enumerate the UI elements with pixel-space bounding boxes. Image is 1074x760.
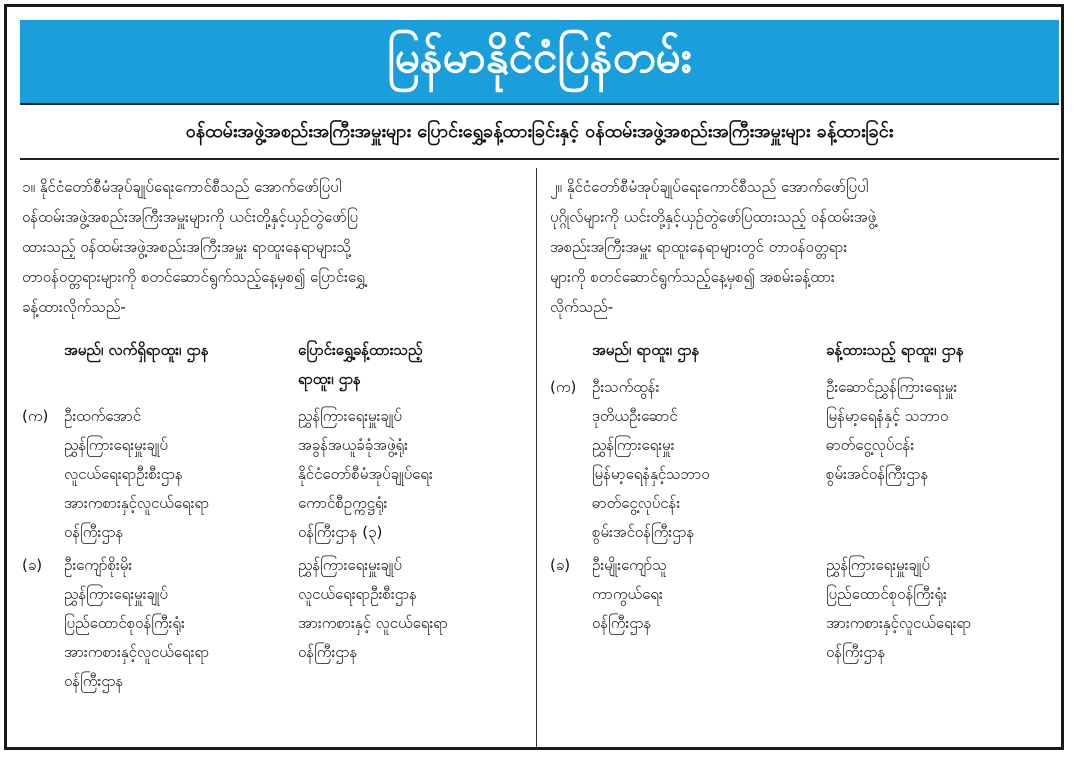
paragraph-text: နိုင်ငံတော်စီမံအုပ်ချုပ်ရေးကောင်စီသည် အောက်ဖော်ပြပါ	[566, 178, 869, 196]
entry-name-block	[592, 551, 826, 667]
entry-line: ညွှန်ကြားရေးမှူးချုပ်	[64, 436, 168, 454]
entry-line: ကာကွယ်ရေး	[592, 585, 663, 603]
entry-marker: (က)	[22, 407, 49, 425]
entry-line: စွမ်းအင်ဝန်ကြီးဌာန	[592, 523, 695, 541]
entry-line: ဝန်ကြီးဌာန (၃)	[298, 523, 383, 541]
entry-line: ဝန်ကြီးဌာန	[64, 672, 124, 690]
appointment-entry	[550, 551, 1058, 667]
paragraph-line: တာဝန်ဝတ္တရားများကို စတင်ဆောင်ရွက်သည့်နေ့မှစ၍ ပြောင်းရွှေ့	[22, 268, 365, 286]
gazette-banner	[20, 20, 1059, 103]
column-divider	[536, 168, 537, 748]
entry-line: ညွှန်ကြားရေးမှူးချုပ်	[298, 556, 402, 574]
header-name: အမည်၊ ရာထူး၊ ဌာန	[592, 341, 700, 359]
header-name: အမည်၊ လက်ရှိရာထူး၊ ဌာန	[64, 341, 209, 359]
left-column	[22, 172, 530, 700]
entry-line: အခွန်အယူခံခုံအဖွဲ့ရုံး	[298, 436, 408, 454]
entry-line: ဓာတ်ငွေ့လုပ်ငန်း	[826, 436, 915, 454]
entry-target-block	[826, 551, 1058, 667]
entry-line: ညွှန်ကြားရေးမှူးချုပ်	[298, 407, 402, 425]
paragraph-line: များကို စတင်ဆောင်ရွက်သည့်နေ့မှစ၍ အစမ်းခန့်ထား	[550, 268, 835, 286]
table-header	[550, 336, 1058, 365]
banner-title: မြန်မာနိုင်ငံပြန်တမ်း	[387, 31, 692, 83]
paragraph-line: ဝန်ထမ်းအဖွဲ့အစည်းအကြီးအမှူးများကို ယင်းတို့နှင့်ယှဉ်တွဲဖော်ပြ	[22, 208, 359, 226]
entry-line: ဦးမျိုးကျော်သူ	[592, 556, 667, 574]
entry-line: အားကစားနှင့်လူငယ်ရေးရာ	[64, 643, 210, 661]
entry-line: ဝန်ကြီးဌာန	[64, 523, 124, 541]
entry-line: ဦးထက်အောင်	[64, 407, 142, 425]
header-target	[826, 336, 1058, 365]
entry-line: ဝန်ကြီးဌာန	[592, 614, 652, 632]
appointment-entry	[22, 551, 530, 696]
entry-line: ဦးသက်ထွန်း	[592, 378, 660, 396]
subtitle-rule	[20, 158, 1059, 160]
entry-line: ဦးကျော်စိုးမိုး	[64, 556, 133, 574]
appointment-entry	[550, 373, 1058, 547]
header-target-line: ခန့်ထားသည့် ရာထူး၊ ဌာန	[826, 341, 964, 359]
right-column	[550, 172, 1058, 671]
header-target-line: ပြောင်းရွှေ့ခန့်ထားသည့်	[298, 341, 423, 359]
table-header	[22, 336, 530, 394]
banner-rule	[20, 103, 1059, 105]
paragraph-number: ၁။	[22, 178, 35, 196]
entry-line: ဝန်ကြီးဌာန	[826, 643, 886, 661]
transfer-paragraph	[22, 172, 530, 322]
entry-line: အားကစားနှင့် လူငယ်ရေးရာ	[298, 614, 448, 632]
paragraph-line	[550, 172, 1058, 202]
entry-line: လူငယ်ရေးရာဦးစီးဌာန	[298, 585, 417, 603]
entry-line: မြန်မာ့ရေနံနှင့်သဘာဝ	[592, 465, 710, 483]
entry-line: ဒုတိယဦးဆောင်	[592, 407, 678, 425]
announcement-subtitle: ဝန်ထမ်းအဖွဲ့အစည်းအကြီးအမှူးများ ပြောင်းရွှေ့ခန့်ထားခြင်းနှင့် ဝန်ထမ်းအဖွဲ့အစည်းအကြီးအမှူးများ ခန့်ထားခြင်း	[185, 120, 894, 142]
appointment-paragraph	[550, 172, 1058, 322]
entry-line: ကောင်စီဥက္ကဋ္ဌရုံး	[298, 494, 388, 512]
entry-line: မြန်မာ့ရေနံနှင့် သဘာဝ	[826, 407, 949, 425]
entry-target-block	[298, 551, 530, 696]
entry-target-block	[826, 373, 1058, 547]
paragraph-line	[22, 172, 530, 202]
paragraph-line: ပုဂ္ဂိုလ်များကို ယင်းတို့နှင့်ယှဉ်တွဲဖော်ပြထားသည့် ဝန်ထမ်းအဖွဲ့	[550, 208, 877, 226]
entry-line: ဓာတ်ငွေ့လုပ်ငန်း	[592, 494, 681, 512]
header-target-line: ရာထူး၊ ဌာန	[298, 370, 361, 388]
paragraph-line: အစည်းအကြီးအမှူး ရာထူးနေရာများတွင် တာဝန်ဝတ္တရား	[550, 238, 848, 256]
entry-marker: (က)	[550, 378, 577, 396]
entry-line: ပြည်ထောင်စုဝန်ကြီးရုံး	[64, 614, 185, 632]
entry-marker: (ခ)	[550, 556, 571, 574]
appointment-entry	[22, 402, 530, 547]
entry-line: နိုင်ငံတော်စီမံအုပ်ချုပ်ရေး	[298, 465, 433, 483]
entry-line: ညွှန်ကြားရေးမှူး	[592, 436, 675, 454]
entry-line: စွမ်းအင်ဝန်ကြီးဌာန	[826, 465, 929, 483]
entry-line: အားကစားနှင့်လူငယ်ရေးရာ	[826, 614, 972, 632]
entry-name-block	[64, 551, 298, 696]
entry-marker: (ခ)	[22, 556, 43, 574]
entry-line: ဦးဆောင်ညွှန်ကြားရေးမှူး	[826, 378, 958, 396]
entry-name-block	[64, 402, 298, 547]
entry-line: ညွှန်ကြားရေးမှူးချုပ်	[826, 556, 930, 574]
entry-line: အားကစားနှင့်လူငယ်ရေးရာ	[64, 494, 210, 512]
paragraph-line: ခန့်ထားလိုက်သည်-	[22, 298, 126, 316]
entry-line: ညွှန်ကြားရေးမှူးချုပ်	[64, 585, 168, 603]
entry-line: ဝန်ကြီးဌာန	[298, 643, 358, 661]
header-target	[298, 336, 530, 394]
entry-line: လူငယ်ရေးရာဦးစီးဌာန	[64, 465, 183, 483]
paragraph-number: ၂။	[550, 178, 562, 196]
paragraph-text: နိုင်ငံတော်စီမံအုပ်ချုပ်ရေးကောင်စီသည် အောက်ဖော်ပြပါ	[39, 178, 342, 196]
entry-target-block	[298, 402, 530, 547]
entry-line: ပြည်ထောင်စုဝန်ကြီးရုံး	[826, 585, 947, 603]
entry-name-block	[592, 373, 826, 547]
paragraph-line: ထားသည့် ဝန်ထမ်းအဖွဲ့အစည်းအကြီးအမှူး ရာထူးနေရာများသို့	[22, 238, 352, 256]
paragraph-line: လိုက်သည်-	[550, 298, 614, 316]
